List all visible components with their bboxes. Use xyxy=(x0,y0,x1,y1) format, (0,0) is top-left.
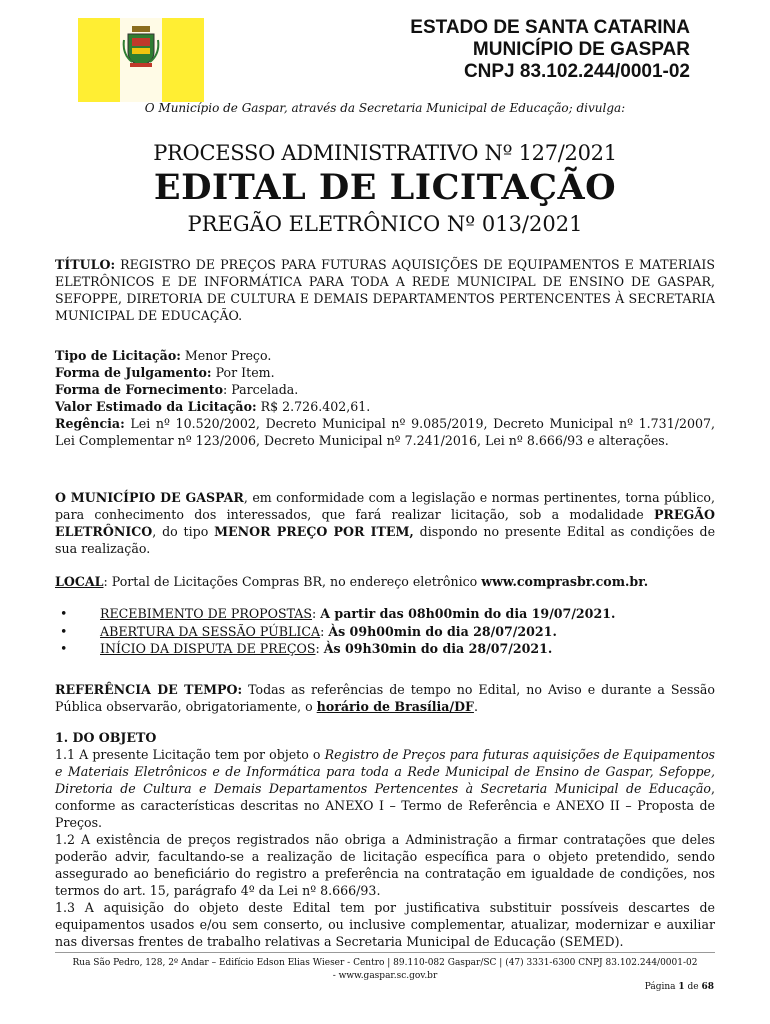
referencia-paragraph xyxy=(55,681,715,715)
objeto-section xyxy=(55,729,715,950)
schedule-item-label: ABERTURA DA SESSÃO PÚBLICA xyxy=(100,624,321,639)
tipo-licitacao: MENOR PREÇO POR ITEM, xyxy=(214,524,414,539)
info-valor-value: R$ 2.726.402,61. xyxy=(256,399,371,414)
schedule-item-text xyxy=(100,605,615,622)
schedule-item-label: INÍCIO DA DISPUTA DE PREÇOS xyxy=(100,641,316,656)
modalidade: PREGÃO ELETRÔNICO xyxy=(55,507,715,539)
info-julgamento xyxy=(55,364,715,381)
edital-title: EDITAL DE LICITAÇÃO xyxy=(153,167,617,208)
info-regencia-value: Lei nº 10.520/2002, Decreto Municipal nº 9.085/2019, Decreto Municipal nº 1.731/2007, Lei Complementar nº 123/2006, Decreto Municipal nº 7.241/2016, Lei nº 8.666/93 e alterações. xyxy=(55,416,715,448)
referencia-text: Todas as referências de tempo no Edital, no Aviso e durante a Sessão Pública observarão, obrigatoriamente, o xyxy=(55,682,715,714)
objeto-item-1-3: 1.3 A aquisição do objeto deste Edital tem por justificativa substituir possíveis descartes de equipamentos usados e/ou sem conserto, ou inclusive complementar, atualizar, modernizar e auxiliar nas diversas frentes de trabalho relativas a Secretaria Municipal de Educação (SEMED). xyxy=(55,900,715,949)
footer-address-block xyxy=(0,957,770,983)
titulo-paragraph xyxy=(55,256,715,324)
info-julgamento-label: Forma de Julgamento: xyxy=(55,365,212,380)
info-valor xyxy=(55,398,715,415)
page-label: Página xyxy=(644,982,679,992)
info-tipo-label: Tipo de Licitação: xyxy=(55,348,181,363)
schedule-item-value: Às 09h30min do dia 28/07/2021. xyxy=(323,641,553,656)
pregao-number: PREGÃO ELETRÔNICO Nº 013/2021 xyxy=(187,212,583,236)
objeto-1-1-end: , conforme as características descritas no ANEXO I – Termo de Referência e ANEXO II – Proposta de Preços. xyxy=(55,781,715,830)
municipio-text-2: , do tipo xyxy=(152,524,215,539)
schedule-item-sep: : xyxy=(312,606,321,621)
footer-site-link[interactable]: - www.gaspar.sc.gov.br xyxy=(332,971,438,981)
referencia-end: . xyxy=(473,699,478,714)
municipio-text-1: , em conformidade com a legislação e normas pertinentes, torna público, para conhecimento dos interessados, que fará realizar licitação, sob a modalidade xyxy=(55,490,715,522)
objeto-1-1-text: 1.1 A presente Licitação tem por objeto o xyxy=(55,747,325,762)
objeto-item-1-2: 1.2 A existência de preços registrados não obriga a Administração a firmar contratações que deles poderão advir, facultando-se a realização de licitação específica para o objeto pretendido, sendo assegurado ao beneficiário do registro a preferência na contratação em igualdade de condições, nos termos do art. 15, parágrafo 4º da Lei nº 8.666/93. xyxy=(55,832,715,898)
schedule-item-text xyxy=(100,640,552,657)
schedule-item-label: RECEBIMENTO DE PROPOSTAS xyxy=(100,606,313,621)
bullet-icon: • xyxy=(60,606,68,621)
local-paragraph xyxy=(55,573,715,590)
page-current: 1 xyxy=(678,982,685,992)
info-tipo-value: Menor Preço. xyxy=(180,348,272,363)
page-number xyxy=(645,982,714,992)
local-url-link[interactable]: www.comprasbr.com.br. xyxy=(481,574,649,589)
horario-brasilia: horário de Brasília/DF xyxy=(316,699,474,714)
info-regencia-label: Regência: xyxy=(55,416,125,431)
coat-of-arms-icon xyxy=(122,26,160,68)
municipio-text-3: dispondo no presente Edital as condições de sua realização. xyxy=(55,524,716,556)
objeto-item-1-1 xyxy=(55,746,715,831)
bullet-icon: • xyxy=(60,624,68,639)
section-heading-objeto: 1. DO OBJETO xyxy=(55,730,157,745)
intro-line: O Município de Gaspar, através da Secretaria Municipal de Educação; divulga: xyxy=(144,101,626,115)
footer-address: Rua São Pedro, 128, 2º Andar – Edifício Edson Elias Wieser - Centro | 89.110-082 Gaspar/SC | (47) 3331-6300 CNPJ 83.102.244/0001-02 xyxy=(72,958,698,968)
referencia-label: REFERÊNCIA DE TEMPO: xyxy=(55,682,243,697)
schedule-item-text xyxy=(100,623,557,640)
flag-band-left xyxy=(78,18,120,102)
header-state: ESTADO DE SANTA CATARINA xyxy=(410,17,690,38)
footer-divider xyxy=(55,952,715,953)
schedule-item-value: A partir das 08h00min do dia 19/07/2021. xyxy=(320,606,616,621)
objeto-1-1-italic: Registro de Preços para futuras aquisições de Equipamentos e Materiais Eletrônicos e de Informática para toda a Rede Municipal de Ensino de Gaspar, Sefoppe, Diretoria de Cultura e Demais Departamentos Pertencentes à Secretaria Municipal de Educação xyxy=(55,747,715,796)
header-municipality: MUNICÍPIO DE GASPAR xyxy=(472,39,690,60)
info-block xyxy=(55,347,715,449)
titulo-text: REGISTRO DE PREÇOS PARA FUTURAS AQUISIÇÕES DE EQUIPAMENTOS E MATERIAIS ELETRÔNICOS E DE INFORMÁTICA PARA TODA A REDE MUNICIPAL DE ENSINO DE GASPAR, SEFOPPE, DIRETORIA DE CULTURA E DEMAIS DEPARTAMENTOS PERTENCENTES À SECRETARIA MUNICIPAL DE EDUCAÇÃO. xyxy=(55,257,715,323)
info-fornecimento-label: Forma de Fornecimento xyxy=(55,382,223,397)
titulo-label: TÍTULO: xyxy=(55,257,116,272)
flag-band-right xyxy=(162,18,204,102)
info-julgamento-value: Por Item. xyxy=(211,365,275,380)
info-fornecimento-value: : Parcelada. xyxy=(222,382,299,397)
bullet-icon: • xyxy=(60,641,68,656)
page-of: de xyxy=(684,982,702,992)
info-fornecimento xyxy=(55,381,715,398)
schedule-item-sep: : xyxy=(320,624,329,639)
schedule-item-sep: : xyxy=(315,641,324,656)
info-valor-label: Valor Estimado da Licitação: xyxy=(55,399,257,414)
document-header xyxy=(410,17,690,83)
process-number: PROCESSO ADMINISTRATIVO Nº 127/2021 xyxy=(153,141,617,165)
page-total: 68 xyxy=(701,982,714,992)
local-label: LOCAL xyxy=(55,574,104,589)
info-tipo xyxy=(55,347,715,364)
local-text: : Portal de Licitações Compras BR, no endereço eletrônico xyxy=(103,574,482,589)
municipio-name: O MUNICÍPIO DE GASPAR xyxy=(55,490,244,505)
schedule-item-value: Às 09h00min do dia 28/07/2021. xyxy=(328,624,557,639)
municipio-paragraph xyxy=(55,489,715,557)
header-cnpj: CNPJ 83.102.244/0001-02 xyxy=(463,61,690,82)
info-regencia xyxy=(55,415,715,449)
